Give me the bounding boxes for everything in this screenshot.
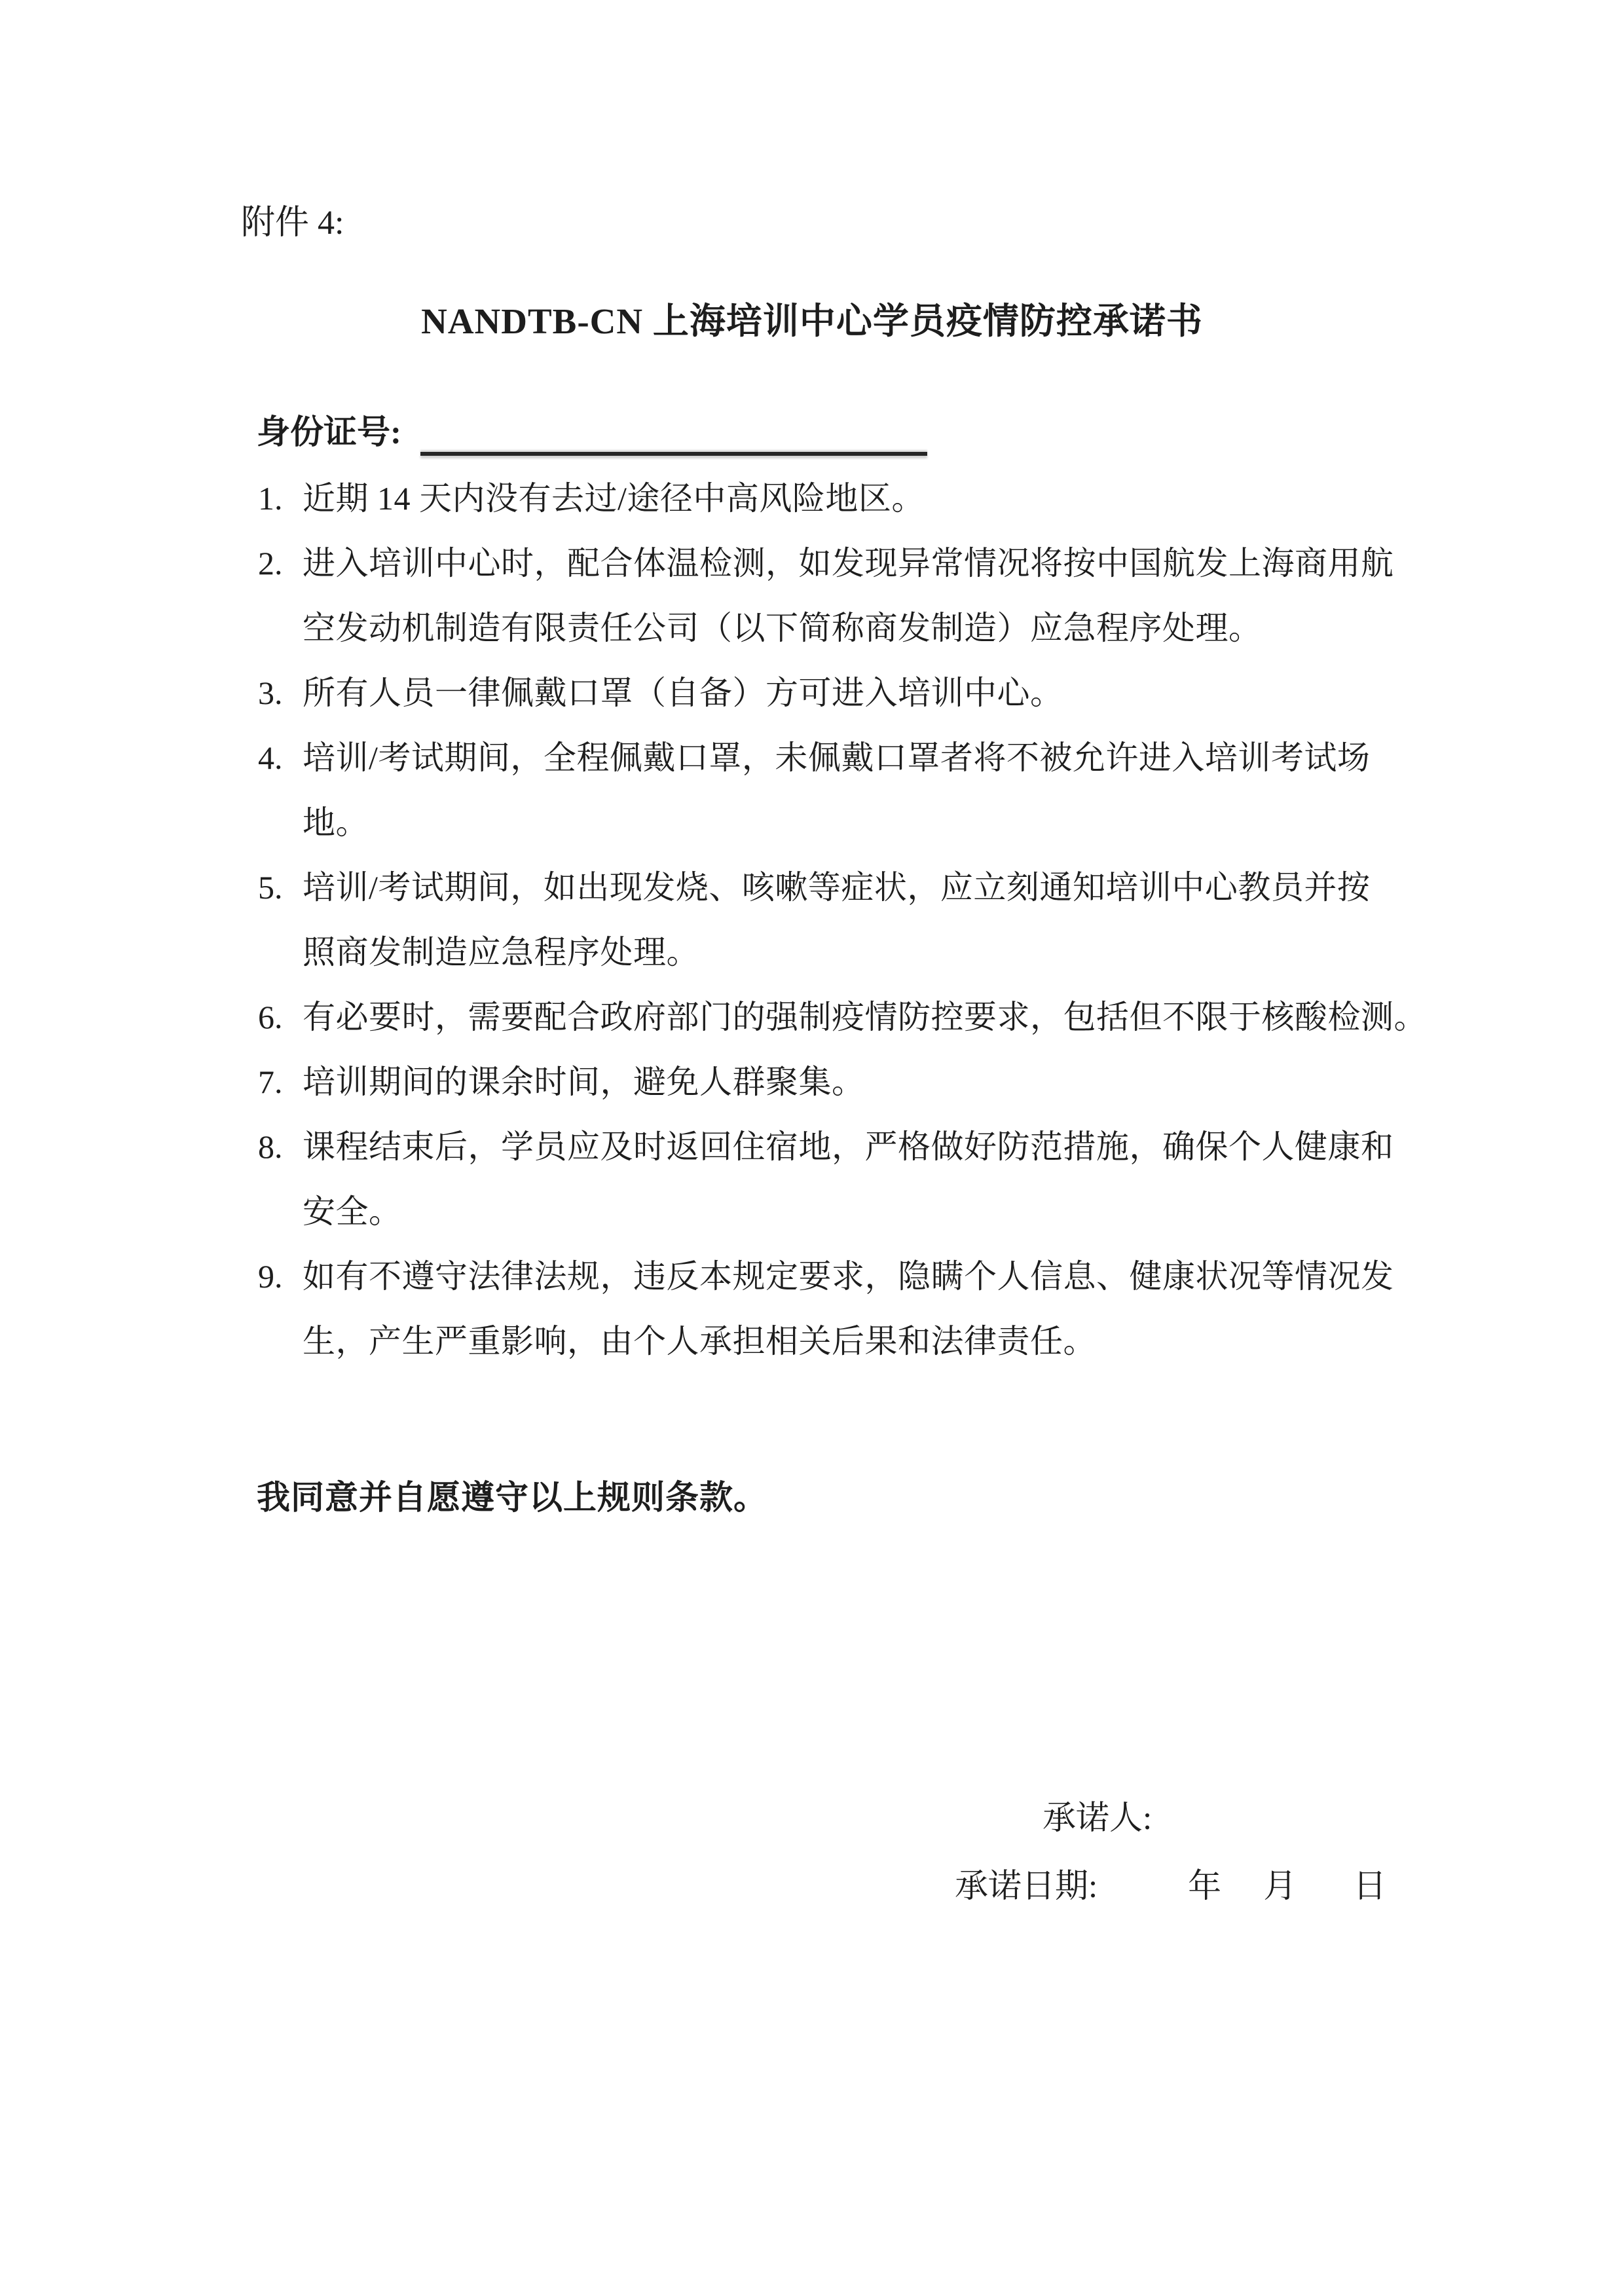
list-item-8-continuation: [257, 1179, 1416, 1244]
item-text: 有必要时，需要配合政府部门的强制疫情防控要求，包括但不限于核酸检测。: [303, 999, 1427, 1035]
item-text: 地。: [303, 804, 369, 841]
item-number: 1.: [258, 480, 283, 517]
list-item-9-continuation: [257, 1309, 1416, 1374]
list-item-5: [257, 855, 1416, 920]
item-text: 如有不遵守法律法规，违反本规定要求，隐瞒个人信息、健康状况等情况发: [303, 1258, 1394, 1295]
list-item-4: [257, 726, 1416, 790]
item-number: 7.: [258, 1064, 283, 1100]
date-day-label: 日: [1353, 1868, 1387, 1905]
list-item-7: [257, 1050, 1416, 1115]
date-year-label: 年: [1188, 1868, 1222, 1905]
document-title: NANDTB-CN 上海培训中心学员疫情防控承诺书: [421, 301, 1203, 341]
date-month-label: 月: [1263, 1868, 1297, 1905]
attachment-label: 附件 4:: [241, 204, 344, 242]
rules-list: [257, 466, 1427, 1374]
item-text: 空发动机制造有限责任公司（以下简称商发制造）应急程序处理。: [303, 610, 1262, 646]
item-number: 3.: [258, 675, 283, 711]
list-item-3: [257, 661, 1416, 726]
item-text: 进入培训中心时，配合体温检测，如发现异常情况将按中国航发上海商用航: [303, 545, 1394, 582]
item-text: 培训/考试期间，如出现发烧、咳嗽等症状，应立刻通知培训中心教员并按: [303, 869, 1371, 906]
id-number-label: 身份证号:: [257, 415, 401, 451]
list-item-2-continuation: [257, 596, 1416, 661]
list-item-8: [257, 1115, 1416, 1179]
item-number: 8.: [258, 1128, 283, 1165]
item-text: 近期 14 天内没有去过/途径中高风险地区。: [303, 480, 925, 517]
list-item-6: [257, 985, 1427, 1050]
item-text: 课程结束后，学员应及时返回住宿地，严格做好防范措施，确保个人健康和: [303, 1128, 1394, 1165]
item-text: 所有人员一律佩戴口罩（自备）方可进入培训中心。: [303, 675, 1063, 711]
list-item-2: [257, 531, 1416, 596]
promise-date-row: [955, 1859, 1386, 1907]
item-text: 安全。: [303, 1193, 402, 1230]
item-number: 5.: [258, 869, 283, 906]
promiser-label: 承诺人:: [1043, 1800, 1153, 1837]
item-number: 9.: [258, 1258, 283, 1295]
id-number-blank-underline: [420, 452, 927, 456]
item-number: 6.: [258, 999, 283, 1035]
item-number: 2.: [258, 545, 283, 582]
list-item-1: [257, 466, 1416, 531]
list-item-5-continuation: [257, 920, 1416, 985]
list-item-9: [257, 1244, 1416, 1309]
agreement-statement: 我同意并自愿遵守以上规则条款。: [257, 1480, 768, 1517]
promise-date-label: 承诺日期:: [955, 1868, 1098, 1905]
item-text: 生，产生严重影响，由个人承担相关后果和法律责任。: [303, 1323, 1096, 1360]
list-item-4-continuation: [257, 790, 1416, 855]
item-text: 培训/考试期间，全程佩戴口罩，未佩戴口罩者将不被允许进入培训考试场: [303, 739, 1371, 776]
item-text: 培训期间的课余时间，避免人群聚集。: [303, 1064, 865, 1100]
item-text: 照商发制造应急程序处理。: [303, 934, 699, 971]
item-number: 4.: [258, 739, 283, 776]
